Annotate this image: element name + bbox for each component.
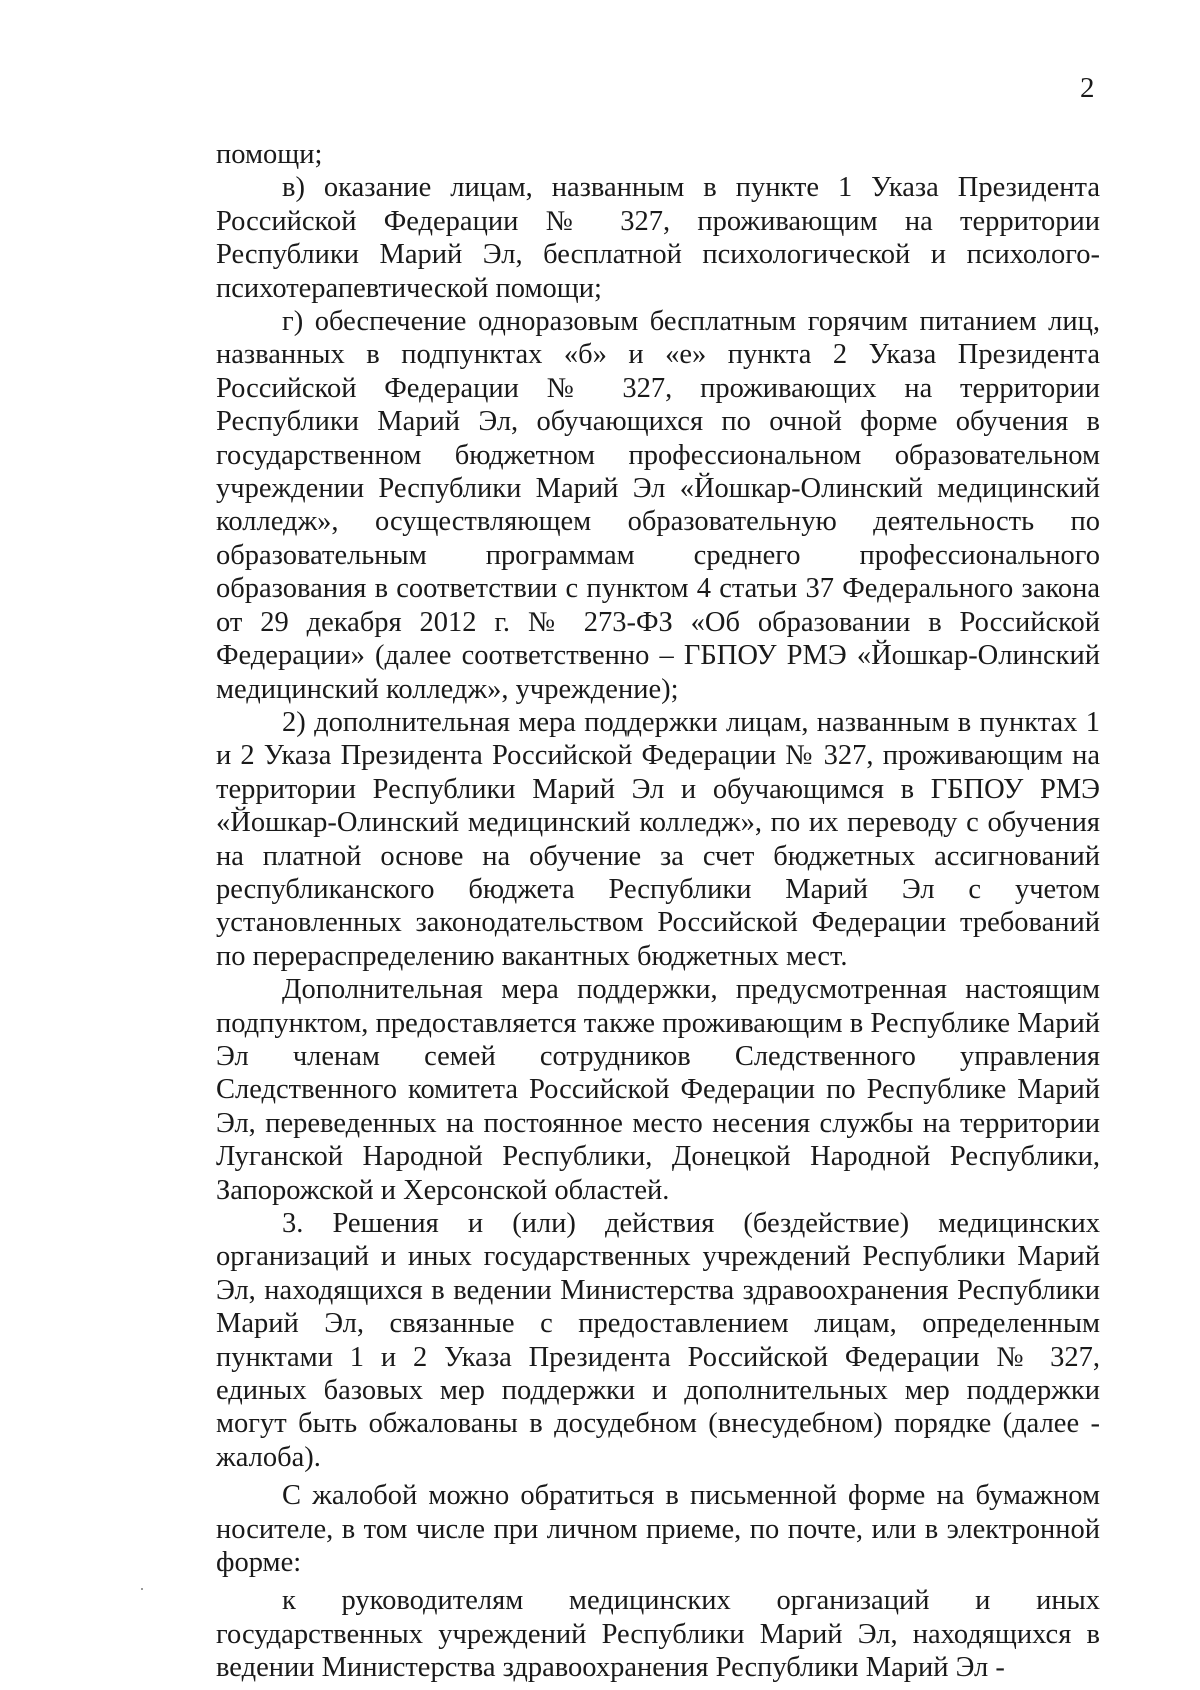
document-body (216, 138, 1100, 1685)
paragraph-continuation: помощи; (216, 139, 323, 170)
paragraph-complaint-recipients: к руководителям медицинских организаций и иных государственных учреждений Республики Марий Эл, находящихся в ведении Министерства здравоохранения Республики Марий Эл - (216, 1585, 1100, 1684)
paragraph-item-2: 2) дополнительная мера поддержки лицам, названным в пунктах 1 и 2 Указа Президента Российской Федерации № 327, проживающим на территории Республики Марий Эл и обучающимся в ГБПОУ РМЭ «Йошкар-Олинский медицинский колледж», по их переводу с обучения на платной основе на обучение за счет бюджетных ассигнований республиканского бюджета Республики Марий Эл с учетом установленных законодательством Российской Федерации требований по перераспределению вакантных бюджетных мест. (216, 706, 1100, 972)
paragraph-item-g: г) обеспечение одноразовым бесплатным горячим питанием лиц, названных в подпунктах «б» и «е» пункта 2 Указа Президента Российской Федерации № 327, проживающих на территории Республики Марий Эл, обучающихся по очной форме обучения в государственном бюджетном профессиональном образовательном учреждении Республики Марий Эл «Йошкар-Олинский медицинский колледж», осуществляющем образовательную деятельность по образовательным программам среднего профессионального образования в соответствии с пунктом 4 статьи 37 Федерального закона от 29 декабря 2012 г. № 273-ФЗ «Об образовании в Российской Федерации» (далее соответственно – ГБПОУ РМЭ «Йошкар-Олинский медицинский колледж», учреждение); (216, 306, 1100, 705)
paragraph-complaint-forms: С жалобой можно обратиться в письменной форме на бумажном носителе, в том числе при личном приеме, по почте, или в электронной форме: (216, 1480, 1100, 1579)
paragraph-item-3: 3. Решения и (или) действия (бездействие) медицинских организаций и иных государственных учреждений Республики Марий Эл, находящихся в ведении Министерства здравоохранения Республики Марий Эл, связанные с предоставлением лицам, определенным пунктами 1 и 2 Указа Президента Российской Федерации № 327, единых базовых мер поддержки и дополнительных мер поддержки могут быть обжалованы в досудебном (внесудебном) порядке (далее - жалоба). (216, 1208, 1100, 1473)
scan-artifact-dot (141, 1588, 143, 1590)
page-number: 2 (1080, 72, 1095, 104)
paragraph-item-v: в) оказание лицам, названным в пункте 1 Указа Президента Российской Федерации № 327, проживающим на территории Республики Марий Эл, бесплатной психологической и психолого-психотерапевтической помощи; (216, 172, 1100, 304)
paragraph-additional-measure: Дополнительная мера поддержки, предусмотренная настоящим подпунктом, предоставляется также проживающим в Республике Марий Эл членам семей сотрудников Следственного управления Следственного комитета Российской Федерации по Республике Марий Эл, переведенных на постоянное место несения службы на территории Луганской Народной Республики, Донецкой Народной Республики, Запорожской и Херсонской областей. (216, 974, 1100, 1206)
